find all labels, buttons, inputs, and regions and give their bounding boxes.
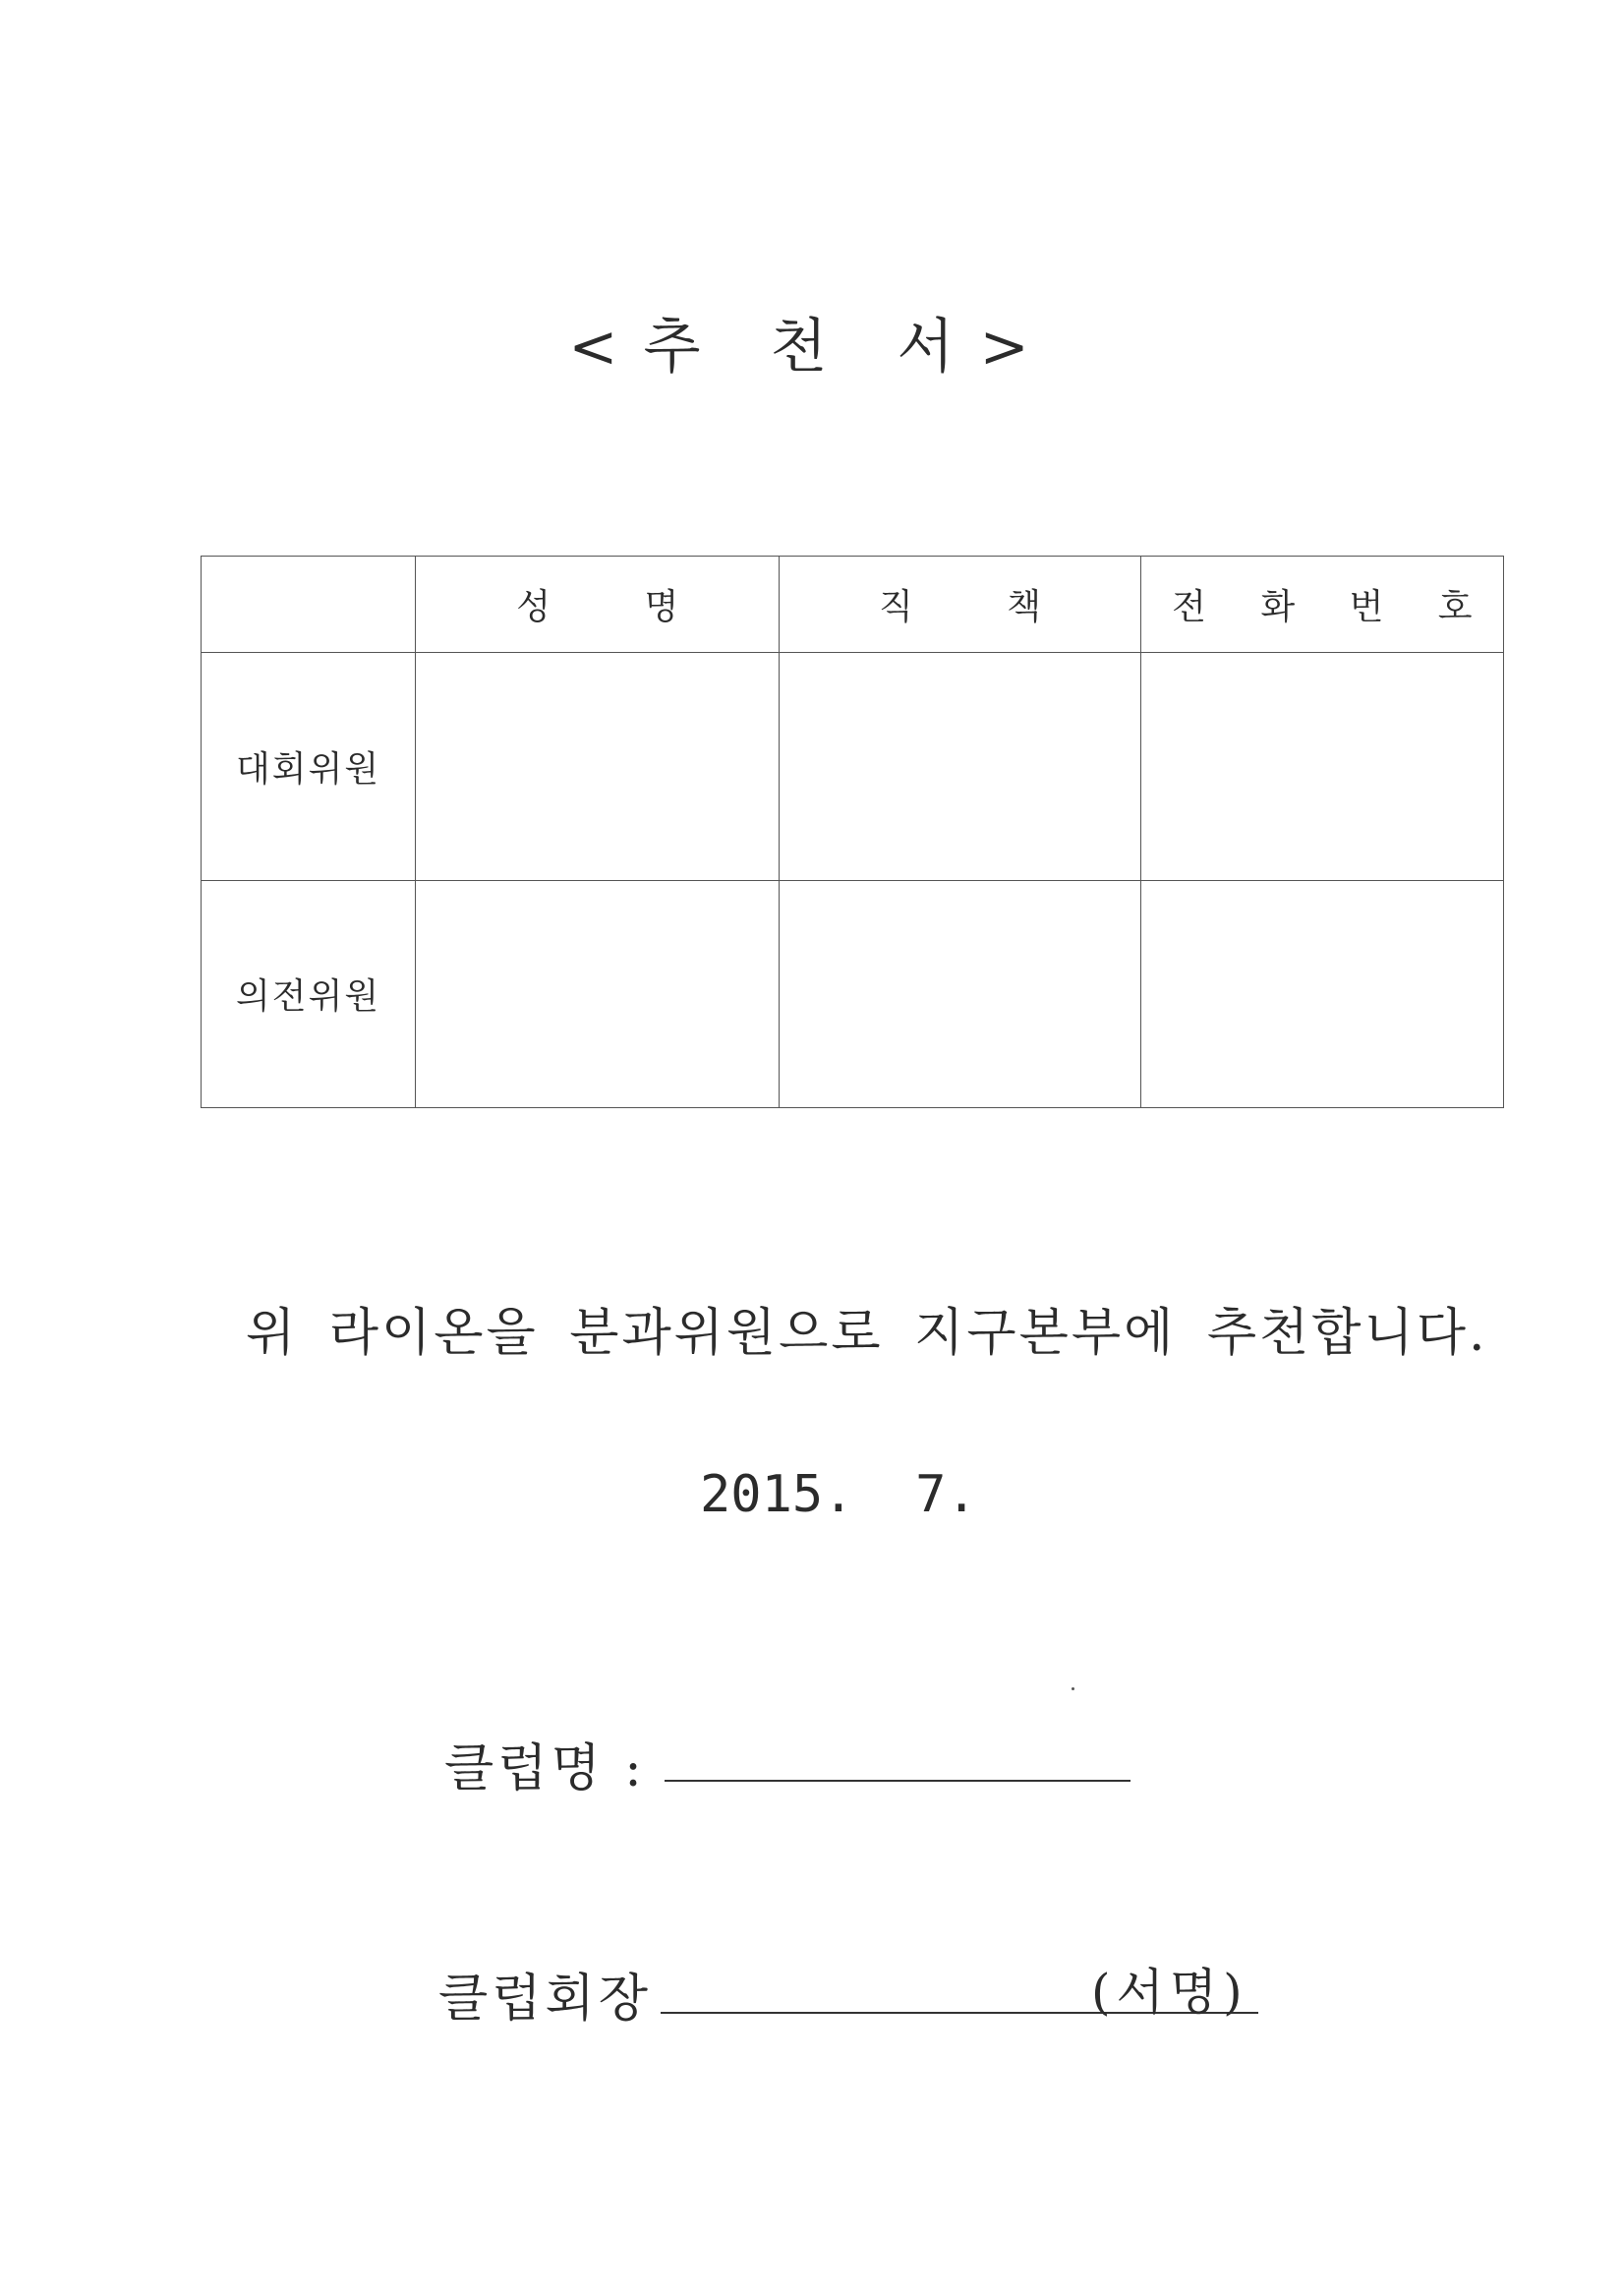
table-row — [202, 653, 1504, 880]
table-row — [202, 880, 1504, 1107]
header-phone: 전 화 번 호 — [1140, 557, 1503, 653]
row-label-protocol-committee: 의전위원 — [202, 880, 416, 1107]
document-title: <추 천 서> — [568, 313, 1055, 382]
nominee-table — [201, 556, 1504, 1108]
scan-speck — [1072, 1687, 1074, 1690]
position-input-cell[interactable] — [780, 653, 1140, 880]
club-name-field[interactable] — [665, 1780, 1130, 1782]
name-input-cell[interactable] — [416, 653, 780, 880]
club-name-label: 클럽명 : — [444, 1739, 646, 1798]
recommendation-statement: 위 라이온을 분과위원으로 지구본부에 추천합니다. — [246, 1304, 1488, 1363]
table-header-row — [202, 557, 1504, 653]
phone-input-cell[interactable] — [1140, 653, 1503, 880]
club-president-label: 클럽회장 — [438, 1970, 652, 2029]
phone-input-cell[interactable] — [1140, 880, 1503, 1107]
position-input-cell[interactable] — [780, 880, 1140, 1107]
table-corner-cell — [202, 557, 416, 653]
name-input-cell[interactable] — [416, 880, 780, 1107]
document-date: 2015. 7. — [700, 1465, 977, 1524]
header-position: 직 책 — [780, 557, 1140, 653]
signature-label: (서명) — [1091, 1964, 1248, 2021]
row-label-tournament-committee: 대회위원 — [202, 653, 416, 880]
header-name: 성 명 — [416, 557, 780, 653]
